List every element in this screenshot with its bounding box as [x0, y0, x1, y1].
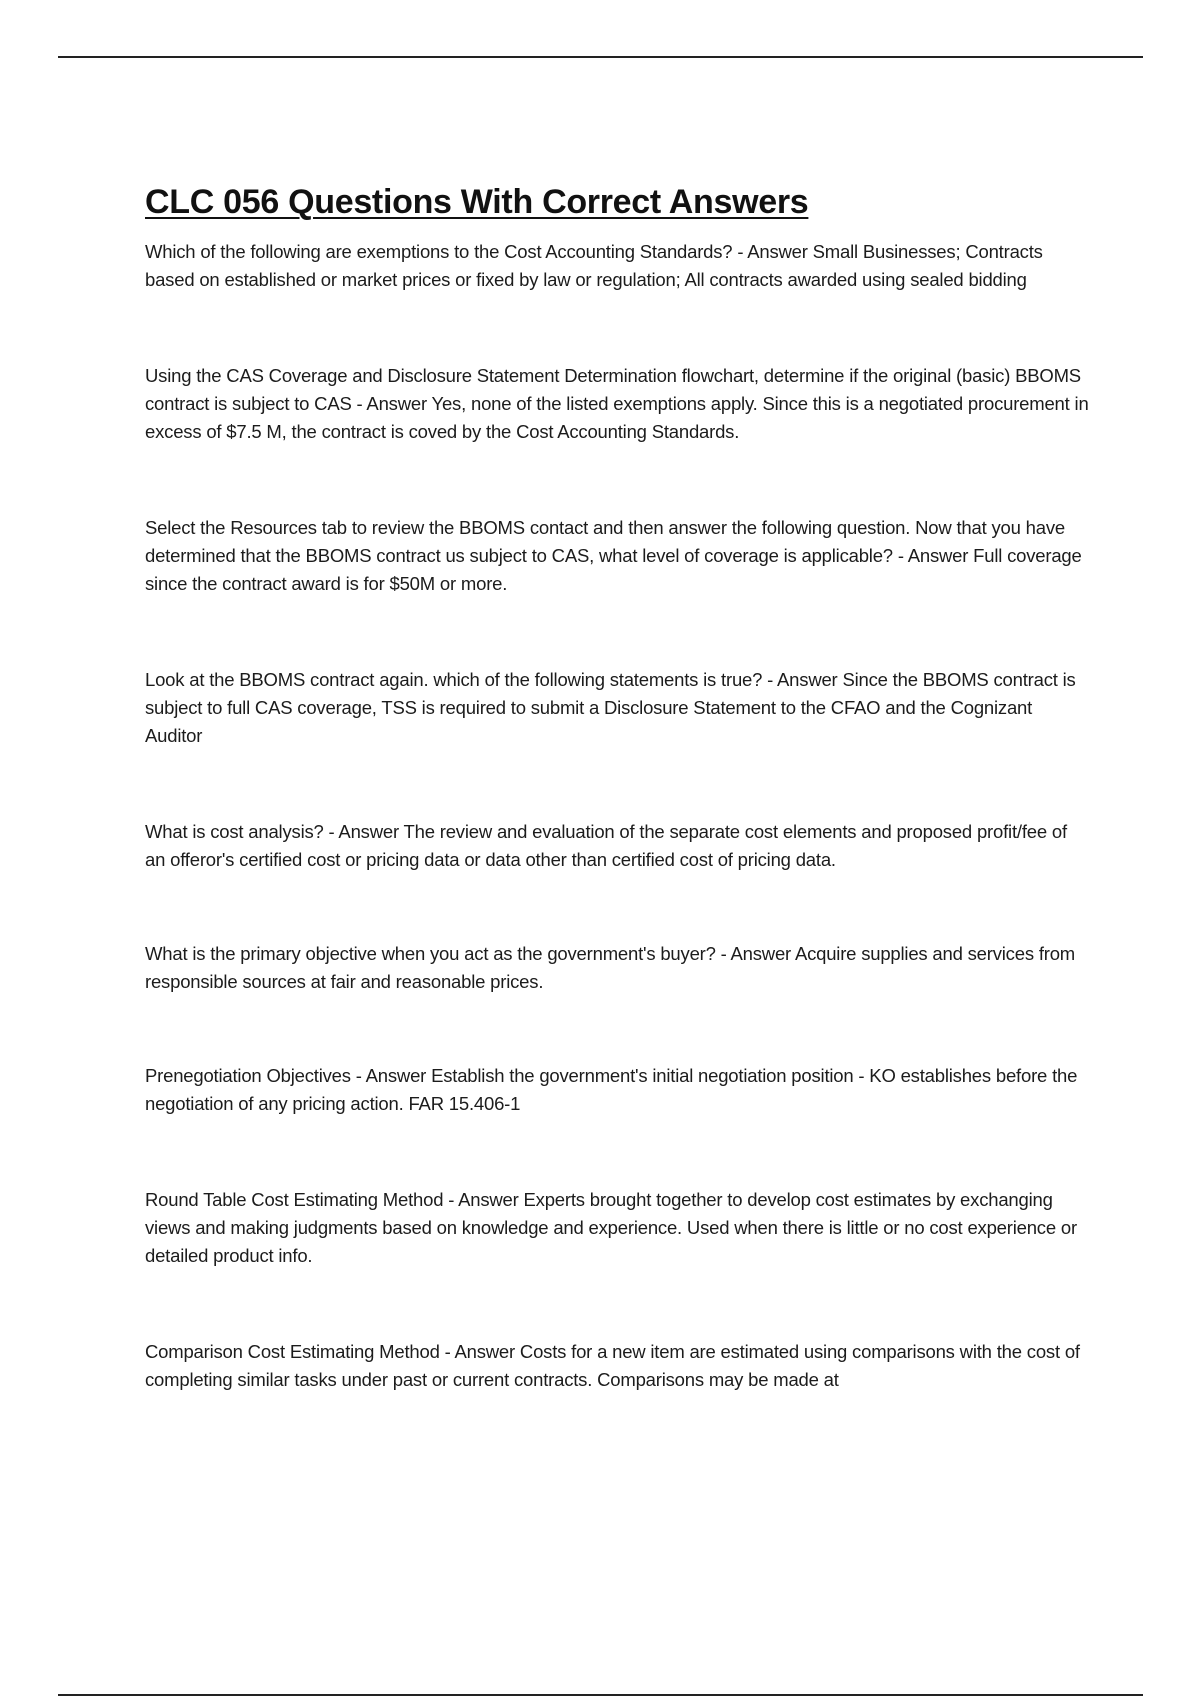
document-title: CLC 056 Questions With Correct Answers — [145, 183, 809, 221]
header-rule — [58, 56, 1143, 58]
qa-item: Round Table Cost Estimating Method - Answer Experts brought together to develop cost estimates by exchanging views and making judgments based on knowledge and experience. Used when there is little or no cost experience or detailed product info. — [145, 1189, 1077, 1266]
qa-item: Using the CAS Coverage and Disclosure Statement Determination flowchart, determine if the original (basic) BBOMS contract is subject to CAS - Answer Yes, none of the listed exemptions apply. Since this is a negotiated procurement in excess of $7.5 M, the contract is coved by the Cost Accounting Standards. — [145, 365, 1089, 442]
document-content — [145, 180, 1090, 1462]
qa-item: Comparison Cost Estimating Method - Answer Costs for a new item are estimated using comparisons with the cost of completing similar tasks under past or current contracts. Comparisons may be made at — [145, 1341, 1080, 1390]
qa-list — [145, 238, 1090, 1394]
qa-item: What is the primary objective when you act as the government's buyer? - Answer Acquire supplies and services from responsible sources at fair and reasonable prices. — [145, 943, 1076, 992]
qa-item: Which of the following are exemptions to the Cost Accounting Standards? - Answer Small Businesses; Contracts based on established or market prices or fixed by law or regulation; All contracts awarded using sealed bidding — [145, 241, 1043, 290]
qa-item: Look at the BBOMS contract again. which of the following statements is true? - Answer Since the BBOMS contract is subject to full CAS coverage, TSS is required to submit a Disclosure Statement to the CFAO and the Cognizant Auditor — [145, 669, 1076, 746]
footer-rule — [58, 1694, 1143, 1696]
qa-item: Select the Resources tab to review the BBOMS contact and then answer the following question. Now that you have determined that the BBOMS contract us subject to CAS, what level of coverage is applicable? - Answer Full coverage since the contract award is for $50M or more. — [145, 517, 1082, 594]
qa-item: Prenegotiation Objectives - Answer Establish the government's initial negotiation position - KO establishes before the negotiation of any pricing action. FAR 15.406-1 — [145, 1065, 1078, 1114]
qa-item: What is cost analysis? - Answer The review and evaluation of the separate cost elements and proposed profit/fee of an offeror's certified cost or pricing data or data other than certified cost of pricing data. — [145, 821, 1067, 870]
